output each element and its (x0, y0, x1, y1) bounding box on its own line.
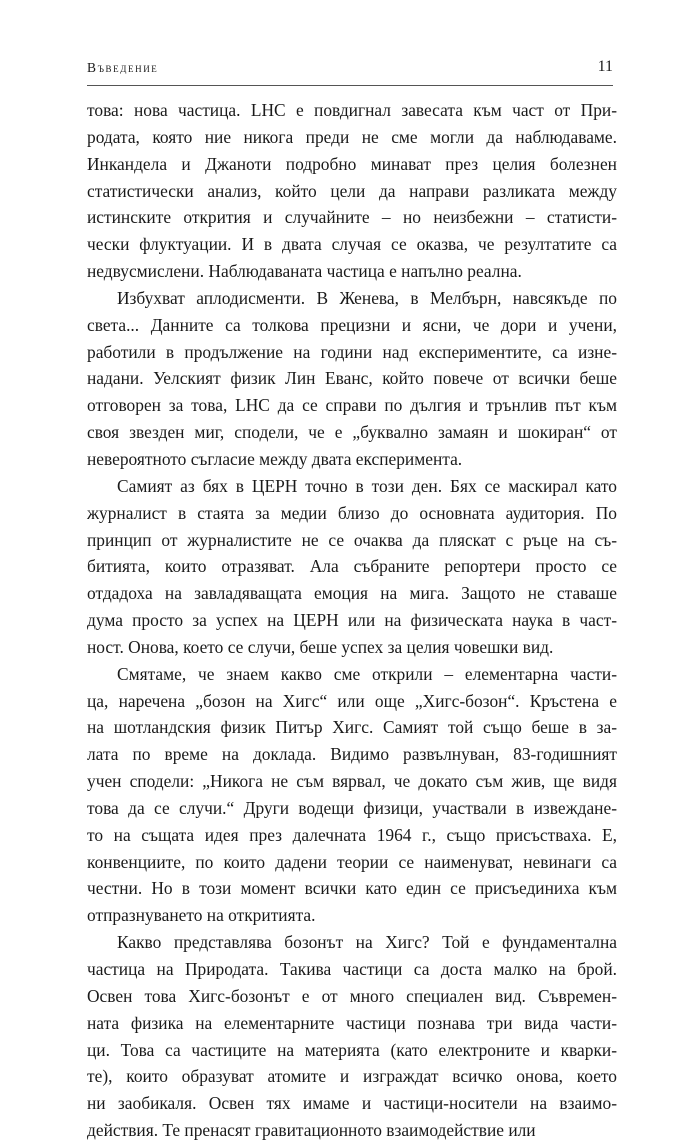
text-line: лата по време на доклада. Видимо развълнуван, 83-годишният (87, 744, 617, 765)
text-line: ност. Онова, което се случи, беше успех за целия човешки вид. (87, 636, 554, 657)
paragraph (87, 661, 617, 929)
text-line: частица на Природата. Такива частици са доста малко на брой. (87, 959, 617, 979)
text-line: отдадоха на завладяващата емоция на мига. Защото не ставаше (87, 583, 617, 604)
text-line: на шотландския физик Питър Хигс. Самият той също беше в за- (87, 717, 617, 738)
paragraph (87, 285, 617, 473)
text-line: конвенциите, по които дадени теории се наименуват, невинаги са (87, 851, 617, 872)
text-line: статистически анализ, който цели да направи разликата между (87, 180, 617, 201)
text-line: работили в продължение на години над експериментите, са изне- (87, 341, 617, 362)
body-text (87, 97, 617, 1144)
paragraph (87, 473, 617, 661)
text-line: надани. Уелският физик Лин Еванс, който повече от всички беше (87, 368, 617, 389)
text-line: ната физика на елементарните частици познава три вида части- (87, 1012, 617, 1033)
text-line: Смятаме, че знаем какво сме открили – елементарна части- (117, 663, 617, 684)
text-line: принцип от журналистите не се очаква да пляскат с ръце на съ- (87, 529, 617, 550)
paragraph (87, 929, 617, 1144)
text-line: честни. Но в този момент всички като един се присъединиха към (87, 878, 617, 899)
text-line: отговорен за това, LHC да се справи по дългия и трънлив път към (87, 395, 617, 416)
text-line: битията, които отразяват. Ала събраните репортери просто се (87, 556, 617, 577)
header-rule (87, 85, 613, 86)
text-line: чески флуктуации. И в двата случая се оказва, че резултатите са (87, 234, 617, 255)
text-line: те), които образуват атомите и изграждат всичко онова, което (87, 1066, 617, 1087)
text-line: своя звезден миг, сподели, че е „буквално замаян и шокиран“ от (87, 422, 617, 443)
text-line: действия. Те пренасят гравитационното взаимодействие или (87, 1120, 536, 1141)
text-line: ци. Това са частиците на материята (като електроните и кварки- (87, 1039, 617, 1060)
paragraph (87, 97, 617, 285)
text-line: света... Данните са толкова прецизни и ясни, че дори и учени, (87, 314, 617, 335)
text-line: отпразнуването на откритията. (87, 905, 316, 926)
section-title: Въведение (87, 60, 159, 75)
text-line: учен сподели: „Никога не съм вярвал, че докато съм жив, ще видя (87, 771, 617, 792)
text-line: родата, която ние никога преди не сме могли да наблюдаваме. (87, 126, 617, 147)
text-line: това: нова частица. LHC е повдигнал завесата към част от При- (87, 100, 617, 120)
text-line: ца, наречена „бозон на Хигс“ или още „Хигс-бозон“. Кръстена е (87, 690, 617, 711)
text-line: недвусмислени. Наблюдаваната частица е напълно реална. (87, 261, 522, 282)
text-line: дума просто за успех на ЦЕРН или на физическата наука в част- (87, 610, 617, 631)
text-line: ни заобикаля. Освен тях имаме и частици-носители на взаимо- (87, 1093, 617, 1114)
text-line: невероятното съгласие между двата експеримента. (87, 448, 463, 469)
text-line: Инкандела и Джаноти подробно минават през целия болезнен (87, 153, 617, 174)
text-line: журналист в стаята за медии близо до основната аудитория. По (87, 502, 617, 523)
text-line: Освен това Хигс-бозонът е от много специален вид. Съвремен- (87, 985, 617, 1006)
text-line: Какво представлява бозонът на Хигс? Той е фундаментална (117, 932, 617, 953)
text-line: истинските открития и случайните – но неизбежни – статисти- (87, 207, 617, 228)
running-head (87, 58, 613, 82)
text-line: Самият аз бях в ЦЕРН точно в този ден. Бях се маскирал като (117, 475, 617, 496)
text-line: то на същата идея през далечната 1964 г., също присъстваха. Е, (87, 824, 617, 845)
page-number: 11 (597, 58, 613, 75)
text-line: Избухват аплодисменти. В Женева, в Мелбърн, навсякъде по (117, 287, 617, 308)
text-line: това да се случи.“ Други водещи физици, участвали в извеждане- (87, 797, 617, 818)
